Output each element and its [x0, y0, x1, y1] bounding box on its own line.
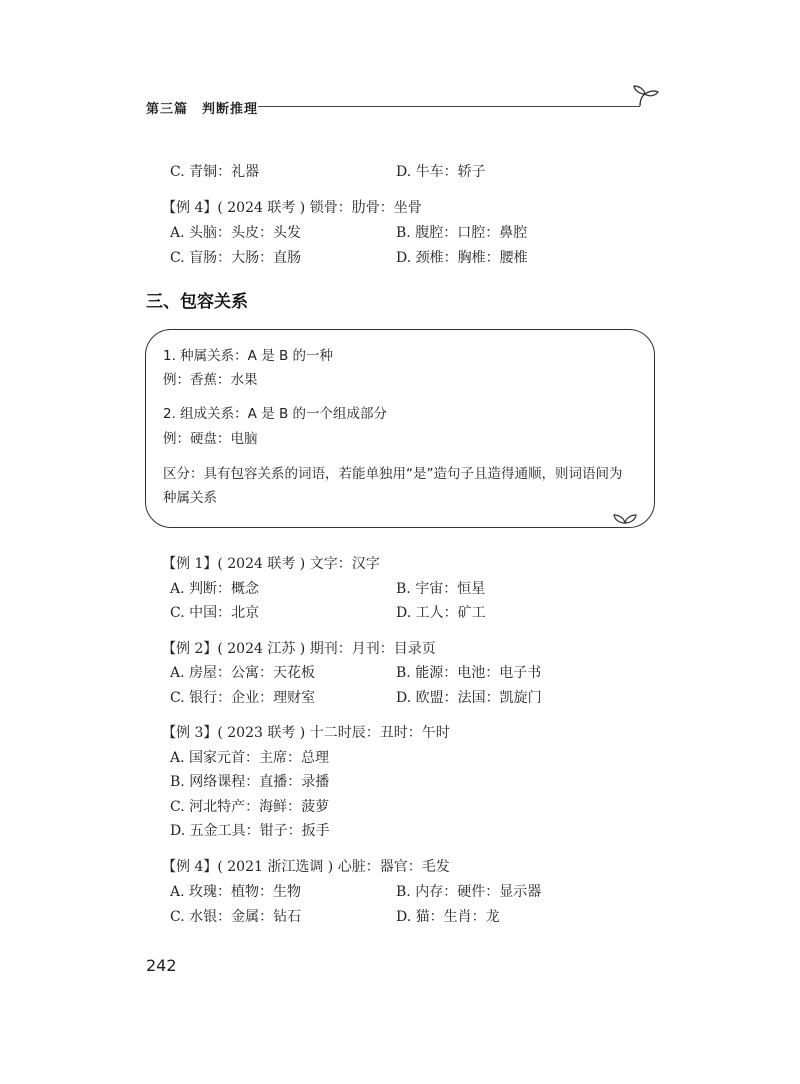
note-line-3: 2. 组成关系：A 是 B 的一个组成部分: [163, 406, 388, 422]
option-c: C. 河北特产：海鲜：菠萝: [170, 799, 330, 815]
option-a: A. 判断：概念: [170, 581, 260, 597]
option-d: D. 欧盟：法国：凯旋门: [396, 690, 542, 706]
option-a: A. 玫瑰：植物：生物: [170, 884, 302, 900]
option-b: B. 能源：电池：电子书: [396, 665, 542, 681]
sprout-icon: [632, 84, 660, 108]
option-b: B. 内存：硬件：显示器: [396, 884, 542, 900]
section-title: 三、包容关系: [146, 292, 248, 312]
header-rule: [258, 106, 640, 107]
note-line-1: 1. 种属关系：A 是 B 的一种: [163, 348, 334, 364]
question-4: 【例 4】( 2021 浙江选调 ) 心脏：器官：毛发: [162, 859, 450, 875]
option-c: C. 青铜：礼器: [170, 164, 260, 180]
option-d: D. 猫：生肖：龙: [396, 909, 500, 925]
option-d: D. 工人：矿工: [396, 605, 486, 621]
option-c: C. 盲肠：大肠：直肠: [170, 250, 302, 266]
question-2: 【例 2】( 2024 江苏 ) 期刊：月刊：目录页: [162, 641, 436, 657]
option-b: B. 网络课程：直播：录播: [170, 774, 330, 790]
chapter-header: 第三篇 判断推理: [146, 102, 259, 117]
question-prev-4: 【例 4】( 2024 联考 ) 锁骨：肋骨：坐骨: [162, 200, 422, 216]
option-c: C. 银行：企业：理财室: [170, 690, 316, 706]
page-number: 242: [146, 956, 177, 975]
option-a: A. 房屋：公寓：天花板: [170, 665, 316, 681]
option-d: D. 颈椎：胸椎：腰椎: [396, 250, 528, 266]
option-d: D. 五金工具：钳子：扳手: [170, 823, 330, 839]
note-line-6: 种属关系: [163, 490, 217, 506]
option-a: A. 头脑：头皮：头发: [170, 225, 302, 241]
leaf-icon: [612, 512, 638, 526]
question-3: 【例 3】( 2023 联考 ) 十二时辰：丑时：午时: [162, 725, 450, 741]
option-a: A. 国家元首：主席：总理: [170, 750, 330, 766]
note-line-4: 例：硬盘：电脑: [163, 431, 258, 447]
question-1: 【例 1】( 2024 联考 ) 文字：汉字: [162, 556, 380, 572]
option-b: B. 腹腔：口腔：鼻腔: [396, 225, 528, 241]
option-d: D. 牛车：轿子: [396, 164, 486, 180]
option-c: C. 水银：金属：钻石: [170, 909, 302, 925]
option-b: B. 宇宙：恒星: [396, 581, 486, 597]
note-line-5: 区分：具有包容关系的词语，若能单独用“是”造句子且造得通顺，则词语间为: [163, 466, 623, 482]
option-c: C. 中国：北京: [170, 605, 260, 621]
note-line-2: 例：香蕉：水果: [163, 372, 258, 388]
